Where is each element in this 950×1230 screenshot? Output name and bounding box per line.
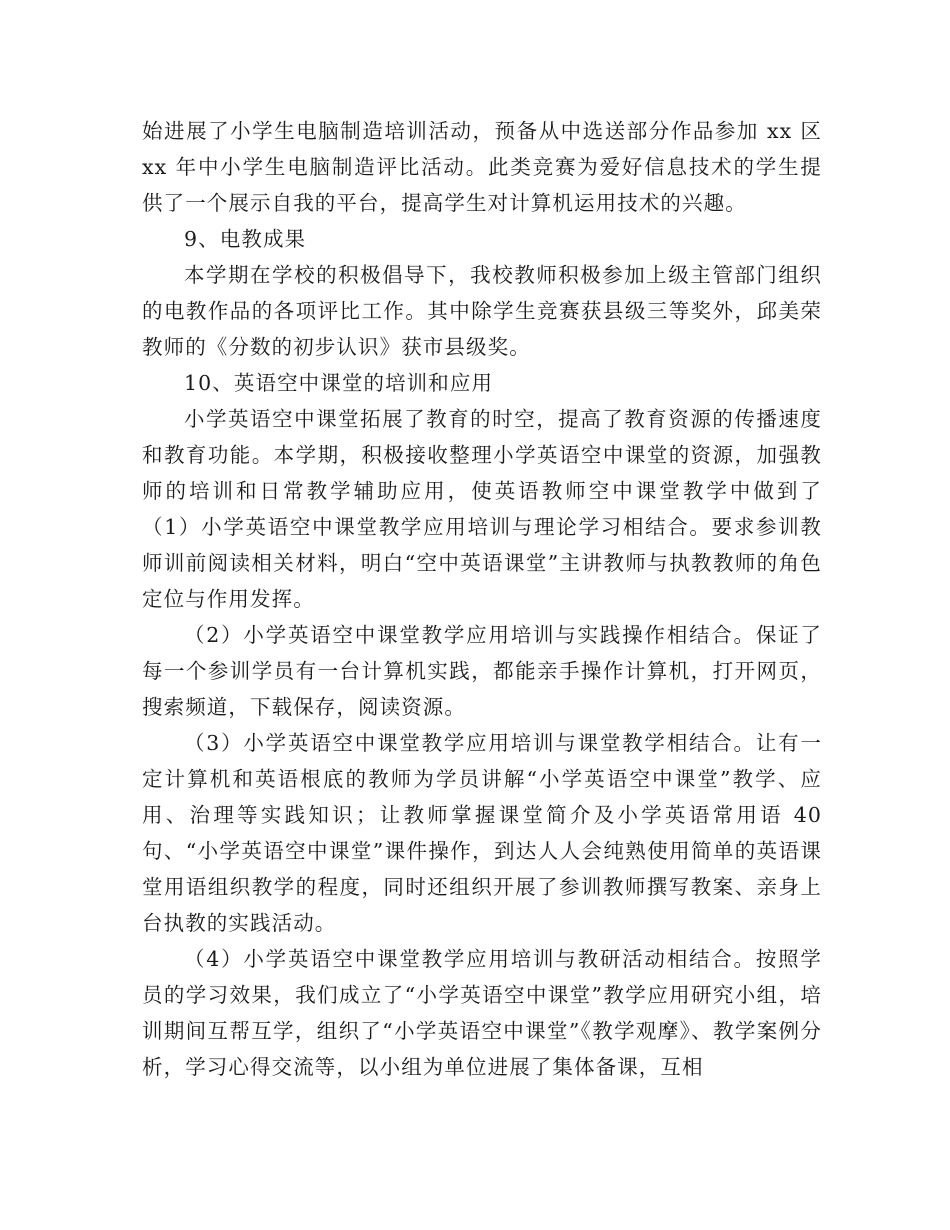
section-heading-english-air-class: 10、英语空中课堂的培训和应用 [184,371,494,395]
document-page [142,113,866,1085]
paragraph-item-2: （2）小学英语空中课堂教学应用培训与实践操作相结合。保证了每一个参训学员有一台计算机实践，都能亲手操作计算机，打开网页，搜索频道，下载保存，阅读资源。 [142,623,822,719]
paragraph-computer-training: 始进展了小学生电脑制造培训活动，预备从中选送部分作品参加 xx 区 xx 年中小学生电脑制造评比活动。此类竞赛为爱好信息技术的学生提供了一个展示自我的平台，提高学生对计算机运用技术的兴趣。 [142,119,822,215]
paragraph-item-3: （3）小学英语空中课堂教学应用培训与课堂教学相结合。让有一定计算机和英语根底的教师为学员讲解“小学英语空中课堂”教学、应用、治理等实践知识；让教师掌握课堂简介及小学英语常用语 40 句、“小学英语空中课堂”课件操作，到达人人会纯熟使用简单的英语课堂用语组织教学的程度，同时还组织开展了参训教师撰写教案、亲身上台执教的实践活动。 [142,731,822,935]
paragraph-english-air-class-intro: 小学英语空中课堂拓展了教育的时空，提高了教育资源的传播速度和教育功能。本学期，积极接收整理小学英语空中课堂的资源，加强教师的培训和日常教学辅助应用，使英语教师空中课堂教学中做到了 （1）小学英语空中课堂教学应用培训与理论学习相结合。要求参训教师训前阅读相关材料，明白“空中英语课堂”主讲教师与执教教师的角色定位与作用发挥。 [142,407,866,611]
section-heading-av-results: 9、电教成果 [184,227,307,251]
paragraph-item-4: （4）小学英语空中课堂教学应用培训与教研活动相结合。按照学员的学习效果，我们成立了“小学英语空中课堂”教学应用研究小组，培训期间互帮互学，组织了“小学英语空中课堂”《教学观摩》、教学案例分析，学习心得交流等，以小组为单位进展了集体备课，互相 [142,947,822,1079]
paragraph-av-results: 本学期在学校的积极倡导下，我校教师积极参加上级主管部门组织的电教作品的各项评比工作。其中除学生竞赛获县级三等奖外，邱美荣教师的《分数的初步认识》获市县级奖。 [142,263,822,359]
